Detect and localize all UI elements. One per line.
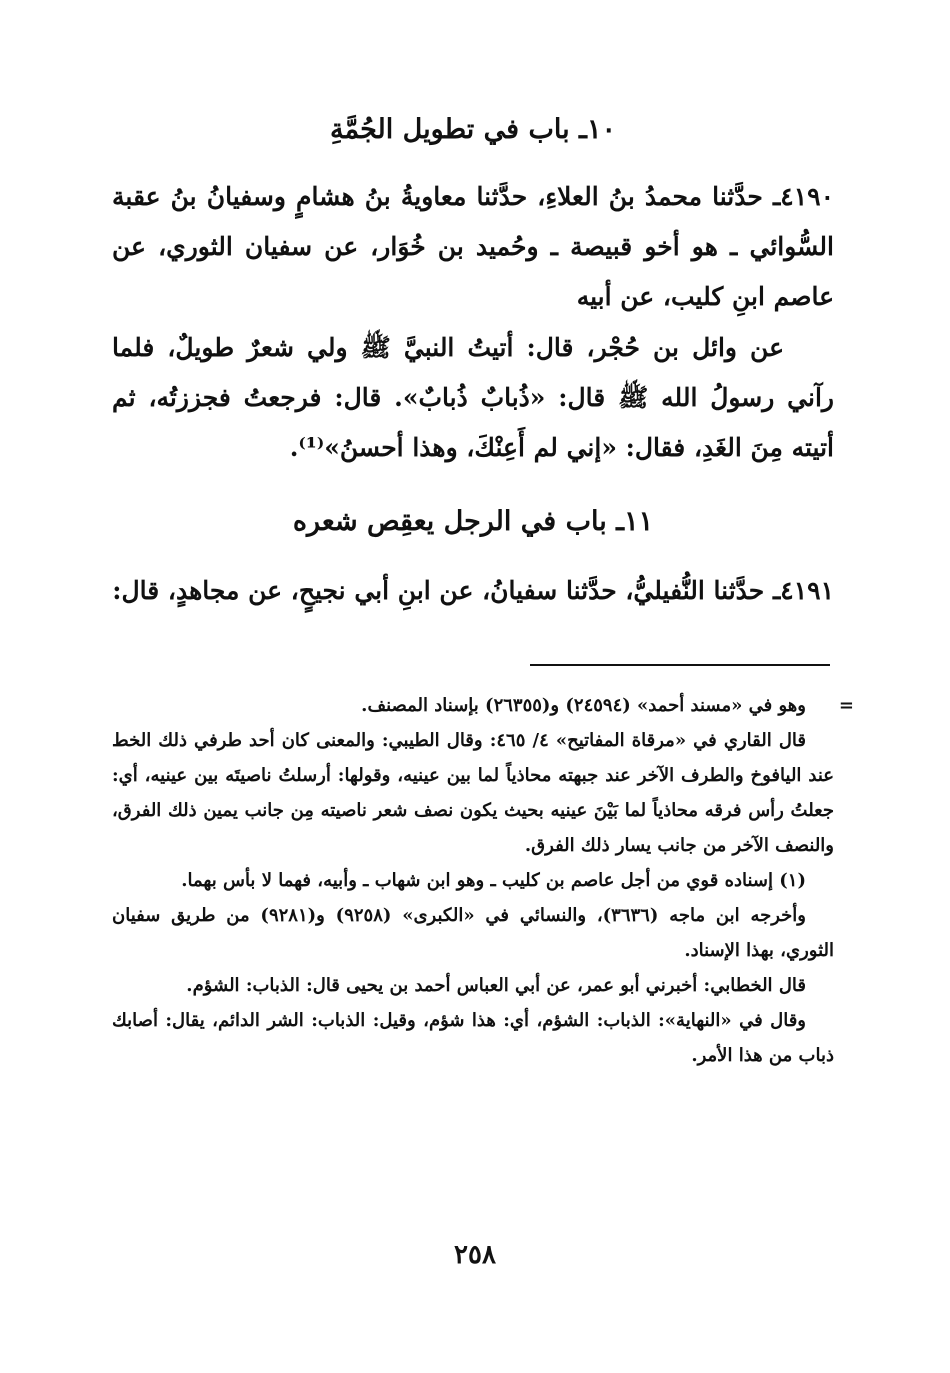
footnotes	[112, 688, 854, 1073]
page-number: ٢٥٨	[454, 1240, 496, 1270]
footnote-line: وقال في «النهاية»: الذباب: الشؤم، أي: هذا شؤم، وقيل: الذباب: الشر الدائم، يقال: أصابك ذباب من هذا الأمر.	[112, 1010, 834, 1066]
hadith-4191	[112, 566, 834, 616]
footnote-line: وهو في «مسند أحمد» (٢٤٥٩٤) و(٢٦٣٥٥) بإسناد المصنف.	[361, 695, 806, 716]
footnote-separator	[530, 664, 830, 666]
footnote-line: قال القاري في «مرقاة المفاتيح» ٤/ ٤٦٥: وقال الطيبي: والمعنى كان أحد طرفي ذلك الخط عند اليافوخ والطرف الآخر عند جبهته محاذياً لما بين عينيه، وقولها: أرسلتُ ناصيتَه بين عينيه، أي: جعلتُ رأس فرقه محاذياً لما بَيْنَ عينيه بحيث يكون نصف شعر ناصيته مِن جانب يمين ذلك الفرق، والنصف الآخر من جانب يسار ذلك الفرق.	[112, 730, 834, 856]
footnote-line: وأخرجه ابن ماجه (٣٦٣٦)، والنسائي في «الكبرى» (٩٢٥٨) و(٩٢٨١) من طريق سفيان الثوري، بهذا الإسناد.	[112, 905, 834, 961]
chapter-11-heading: ١١ـ باب في الرجل يعقِص شعره	[292, 506, 654, 537]
chapter-10-heading: ١٠ـ باب في تطويل الجُمَّةِ	[330, 114, 616, 145]
continuation-mark: =	[838, 695, 854, 716]
hadith-4190-matn: عن وائل بن حُجْر، قال: أتيتُ النبيَّ ﷺ ولي شعرٌ طويلٌ، فلما رآني رسولُ الله ﷺ قال: «ذُبابٌ ذُبابٌ». قال: فرجعتُ فجززتُه، ثم أتيته مِنَ الغَدِ، فقال: «إني لم أَعِنْكَ، وهذا أحسنُ»⁽¹⁾.	[112, 333, 834, 462]
footnote-1: (١) إسناده قوي من أجل عاصم بن كليب ـ وهو ابن شهاب ـ وأبيه، فهما لا بأس بهما.	[181, 870, 806, 891]
hadith-4191-isnad: ٤١٩١ـ حدَّثنا النُّفيليُّ، حدَّثنا سفيانُ، عن ابنِ أبي نجيحٍ، عن مجاهدٍ، قال:	[112, 576, 834, 605]
hadith-4190	[112, 172, 834, 322]
hadith-4190-matn-block	[112, 323, 834, 473]
footnote-line: قال الخطابي: أخبرني أبو عمر، عن أبي العباس أحمد بن يحيى قال: الذباب: الشؤم.	[186, 975, 806, 996]
hadith-4190-isnad: ٤١٩٠ـ حدَّثنا محمدُ بنُ العلاءِ، حدَّثنا معاويةُ بنُ هشامٍ وسفيانُ بنُ عقبة السُّوائي ـ هو أخو قبيصة ـ وحُميد بن خُوَار، عن سفيان الثوري، عن عاصم ابنِ كليب، عن أبيه	[112, 182, 834, 311]
